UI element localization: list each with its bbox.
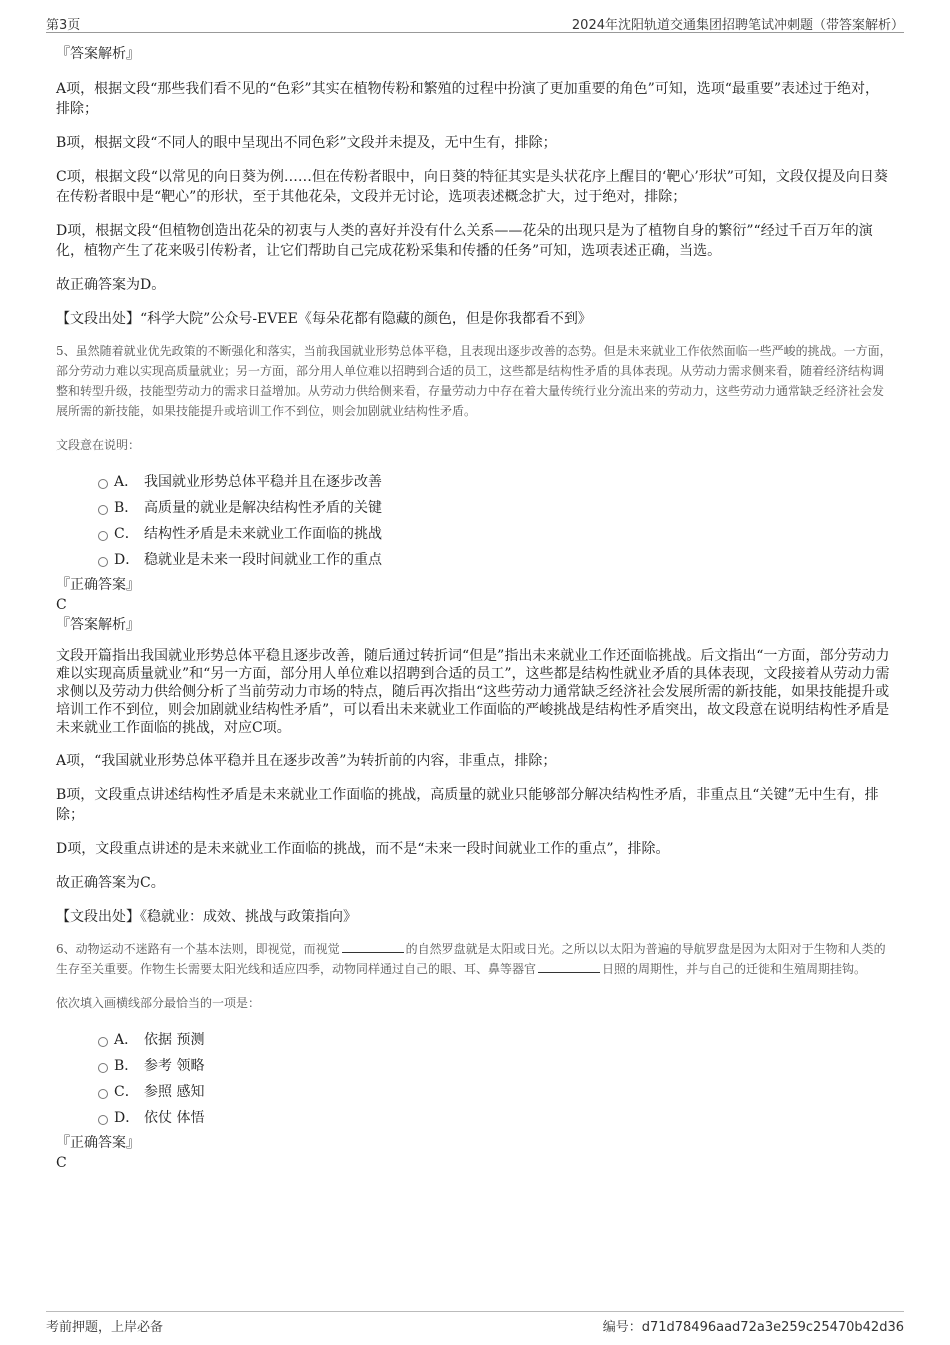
q4-conclusion: 故正确答案为D。 [56,277,166,293]
q5-option-c[interactable] [56,521,892,547]
q6-option-a[interactable] [56,1027,892,1053]
option-letter: D． [114,1110,140,1126]
option-letter: C． [114,526,139,542]
q4-option-a-explanation: A项，根据文段“那些我们看不见的“色彩”其实在植物传粉和繁殖的过程中扮演了更加重要的角色”可知，选项“最重要”表述过于绝对，排除； [56,81,880,117]
page-content [56,44,892,1173]
option-text: 依据 预测 [144,1032,205,1048]
radio-icon[interactable] [98,557,108,567]
q6-stem-part-2: 的自然罗盘就是太阳或日光。之所以以太阳为普遍的导航罗盘是因为太阳对于生物和人类的生存至关重要。作物生长需要太阳光线和适应四季，动物同样通过自己的眼、耳、鼻等器官 [56,942,886,976]
radio-icon[interactable] [98,1089,108,1099]
q5-option-a-explanation: A项，“我国就业形势总体平稳并且在逐步改善”为转折前的内容，非重点，排除； [56,753,557,769]
page-footer [46,1311,904,1334]
q4-source: 【文段出处】“科学大院”公众号-EVEE《每朵花都有隐藏的颜色，但是你我都看不到》 [56,311,592,327]
q5-source: 【文段出处】《稳就业：成效、挑战与政策指向》 [56,909,357,925]
radio-icon[interactable] [98,1037,108,1047]
option-letter: D． [114,552,140,568]
q5-option-d-explanation: D项，文段重点讲述的是未来就业工作面临的挑战，而不是“未来一段时间就业工作的重点”，排除。 [56,841,670,857]
radio-icon[interactable] [98,479,108,489]
option-letter: B． [114,1058,139,1074]
q6-option-b[interactable] [56,1053,892,1079]
page-header [46,12,904,33]
q6-correct-answer: C [56,1155,67,1171]
q4-option-b-explanation: B项，根据文段“不同人的眼中呈现出不同色彩”文段并未提及，无中生有，排除； [56,135,557,151]
option-letter: C． [114,1084,139,1100]
footer-slogan: 考前押题，上岸必备 [46,1320,164,1335]
option-letter: A． [114,1032,139,1048]
q6-blank-2 [538,961,600,973]
option-text: 参照 感知 [144,1084,205,1100]
q6-option-c[interactable] [56,1079,892,1105]
q5-stem: 5、虽然随着就业优先政策的不断强化和落实，当前我国就业形势总体平稳，且表现出逐步改善的态势。但是未来就业工作依然面临一些严峻的挑战。一方面，部分劳动力难以实现高质量就业；另一方面，部分用人单位难以招聘到合适的员工，这些都是结构性矛盾的具体表现。从劳动力需求侧来看，随着经济结构调整和转型升级，技能型劳动力的需求日益增加。从劳动力供给侧来看，存量劳动力中存在着大量传统行业分流出来的劳动力，这些劳动力通常缺乏经济社会发展所需的新技能，如果技能提升或培训工作不到位，则会加剧就业结构性矛盾。 [56,344,892,418]
q6-stem-part-3: 日照的周期性，并与自己的迁徙和生殖周期挂钩。 [602,962,867,976]
page-number: 第3页 [46,18,81,33]
q6-stem [56,939,892,979]
q5-analysis: 文段开篇指出我国就业形势总体平稳且逐步改善，随后通过转折词“但是”指出未来就业工作还面临挑战。后文指出“一方面，部分劳动力难以实现高质量就业”和“另一方面，部分用人单位难以招聘到合适的员工”，这些都是结构性就业矛盾的具体表现，文段接着从劳动力需求侧以及劳动力供给侧分析了当前劳动力市场的特点，随后再次指出“这些劳动力通常缺乏经济社会发展所需的新技能，如果技能提升或培训工作不到位，则会加剧就业结构性矛盾”，可以看出未来就业工作面临的严峻挑战是结构性矛盾突出，故文段意在说明结构性矛盾是未来就业工作面临的挑战，对应C项。 [56,648,890,736]
document-code: 编号：d71d78496aad72a3e259c25470b42d36 [602,1320,904,1335]
option-text: 高质量的就业是解决结构性矛盾的关键 [144,500,382,516]
q6-options [56,1027,892,1131]
document-title: 2024年沈阳轨道交通集团招聘笔试冲刺题（带答案解析） [571,18,904,33]
q5-correct-answer: C [56,597,67,613]
option-letter: B． [114,500,139,516]
radio-icon[interactable] [98,1063,108,1073]
radio-icon[interactable] [98,531,108,541]
q5-correct-label: 『正确答案』 [56,577,140,593]
q5-option-a[interactable] [56,469,892,495]
q5-options [56,469,892,573]
radio-icon[interactable] [98,1115,108,1125]
option-text: 稳就业是未来一段时间就业工作的重点 [144,552,382,568]
q5-option-d[interactable] [56,547,892,573]
q5-conclusion: 故正确答案为C。 [56,875,165,891]
option-text: 我国就业形势总体平稳并且在逐步改善 [144,474,382,490]
q6-blank-1 [342,941,404,953]
option-text: 参考 领略 [144,1058,205,1074]
q6-correct-label: 『正确答案』 [56,1135,140,1151]
q6-prompt: 依次填入画横线部分最恰当的一项是： [56,996,261,1010]
q4-option-d-explanation: D项，根据文段“但植物创造出花朵的初衷与人类的喜好并没有什么关系——花朵的出现只是为了植物自身的繁衍”“经过千百万年的演化，植物产生了花来吸引传粉者，让它们帮助自己完成花粉采集和传播的任务”可知，选项表述正确，当选。 [56,223,873,259]
q6-stem-part-1: 6、动物运动不迷路有一个基本法则，即视觉，而视觉 [56,942,340,956]
q5-option-b[interactable] [56,495,892,521]
q5-option-b-explanation: B项，文段重点讲述结构性矛盾是未来就业工作面临的挑战，高质量的就业只能够部分解决结构性矛盾，非重点且“关键”无中生有，排除； [56,787,879,823]
option-text: 依仗 体悟 [144,1110,205,1126]
q5-analysis-label: 『答案解析』 [56,617,140,633]
q6-option-d[interactable] [56,1105,892,1131]
q4-option-c-explanation: C项，根据文段“以常见的向日葵为例……但在传粉者眼中，向日葵的特征其实是头状花序上醒目的‘靶心’形状”可知，文段仅提及向日葵在传粉者眼中是“靶心”的形状，至于其他花朵，文段并无讨论，选项表述概念扩大，过于绝对，排除； [56,169,888,205]
q4-analysis-label: 『答案解析』 [56,46,140,62]
option-letter: A． [114,474,139,490]
q5-prompt: 文段意在说明： [56,438,141,452]
option-text: 结构性矛盾是未来就业工作面临的挑战 [144,526,382,542]
radio-icon[interactable] [98,505,108,515]
